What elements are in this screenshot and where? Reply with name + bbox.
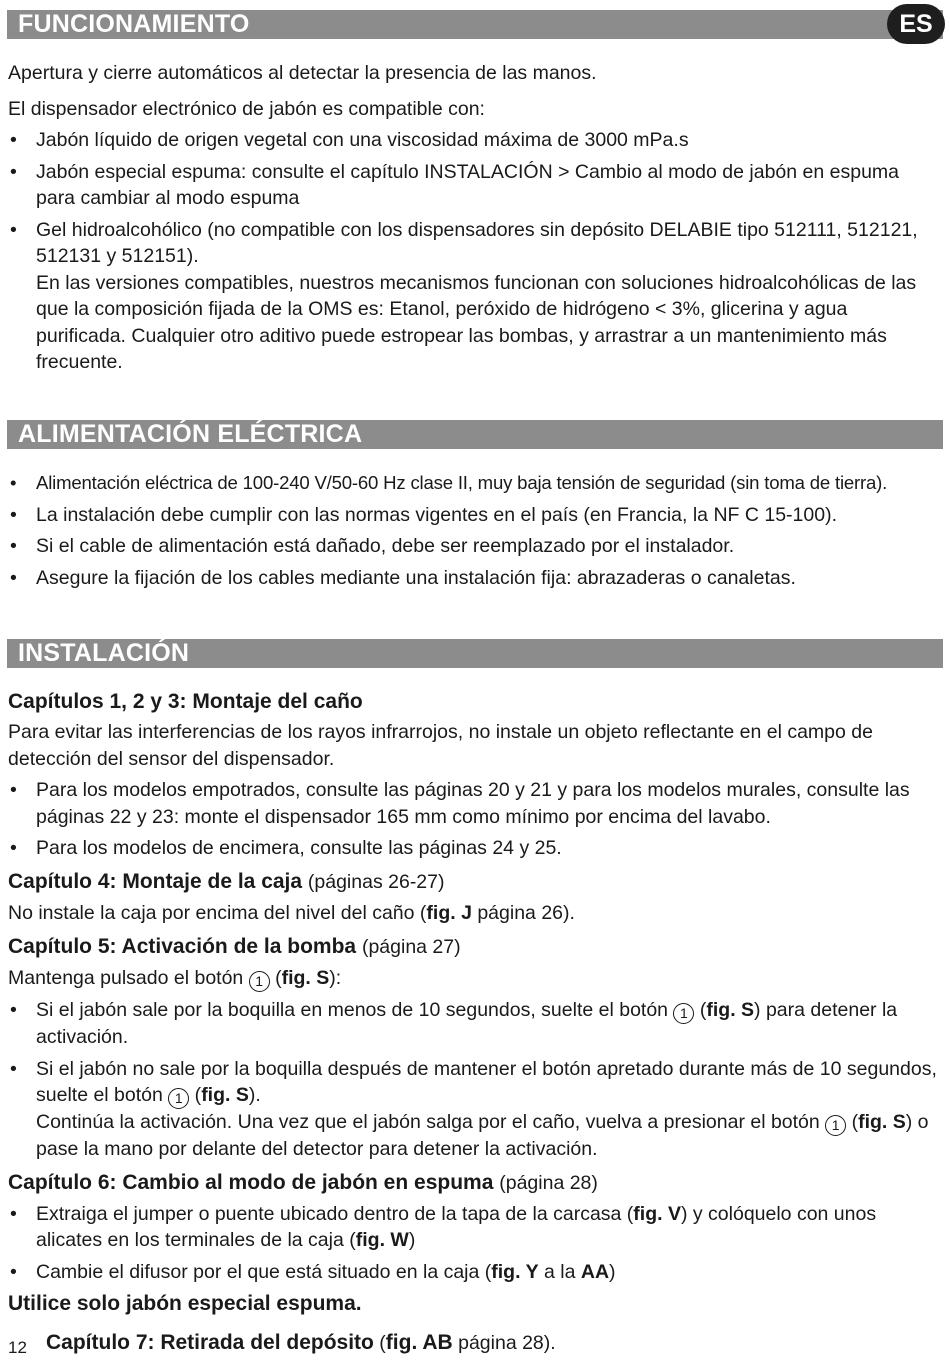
bold-note: Utilice solo jabón especial espuma. [8,1292,362,1315]
instalacion-content [8,688,942,1321]
section-heading-alimentacion: ALIMENTACIÓN ELÉCTRICA [7,420,943,449]
paragraph: Mantenga pulsado el botón 1 (fig. S): [8,965,942,992]
list-item-continuation: En las versiones compatibles, nuestros mecanismos funcionan con soluciones hidroalcohólicas de las que la composición fijada de la OMS es: Etanol, peróxido de hidrógeno < 3%, glicerina y agua purificada. Cualquier otro aditivo puede estropear las bombas, y arrastrar a un mantenimiento más frecuente. [36,271,917,373]
list-item: • Asegure la fijación de los cables mediante una instalación fija: abrazaderas o canaletas. [8,565,942,592]
list-item [8,1056,942,1163]
text: Extraiga el jumper o puente ubicado dentro de la tapa de la carcasa ( [36,1202,634,1225]
chapter-pages: (página 27) [361,936,461,958]
text: Cambie el difusor por el que está situado en la caja ( [36,1260,492,1283]
list-item: • Jabón líquido de origen vegetal con una viscosidad máxima de 3000 mPa.s [8,127,942,154]
list-item: • Jabón especial espuma: consulte el capítulo INSTALACIÓN > Cambio al modo de jabón en espuma para cambiar al modo espuma [8,159,942,212]
alimentacion-content [8,470,942,596]
figure-reference: fig. J [426,901,472,924]
button-number-icon: 1 [249,971,270,992]
figure-reference: fig. Y [491,1260,539,1283]
page-footer [8,1329,556,1361]
paragraph [8,900,942,927]
text: ) o pase la mano por delante del detector para detener la activación. [36,1111,929,1160]
chapter-title: Capítulo 6: Cambio al modo de jabón en espuma [8,1170,494,1194]
text: ): [329,967,342,989]
text: ) [609,1260,616,1283]
chapter-heading [8,1169,942,1197]
list-item: • Alimentación eléctrica de 100-240 V/50-60 Hz clase II, muy baja tensión de seguridad (sin toma de tierra). [8,470,942,497]
text: ( [373,1332,386,1354]
text: ). [248,1084,261,1106]
text: página 28). [452,1332,556,1354]
list-item: • Si el cable de alimentación está dañado, debe ser reemplazado por el instalador. [8,533,942,560]
figure-reference: fig. S [706,999,755,1021]
list-item [8,1201,942,1254]
chapter-title: Capítulo 5: Activación de la bomba [8,935,357,958]
text: a la [538,1260,581,1283]
list-item: • Para los modelos empotrados, consulte las páginas 20 y 21 y para los modelos murales, consulte las páginas 22 y 23: monte el dispensador 165 mm como mínimo por encima del lavabo. [8,777,942,830]
figure-reference: AA [580,1260,610,1283]
list-item: • La instalación debe cumplir con las normas vigentes en el país (en Francia, la NF C 15-100). [8,502,942,529]
list-item: • Para los modelos de encimera, consulte las páginas 24 y 25. [8,835,942,862]
chapter-heading [8,933,942,961]
list-item-continuation: Continúa la activación. Una vez que el jabón salga por el caño, vuelva a presionar el botón 1 (fig. S) o pase la mano por delante del detector para detener la activación. [36,1111,929,1160]
text: ) para detener la activación. [36,999,898,1048]
figure-reference: fig. S [201,1084,249,1106]
chapter-title: Capítulo 4: Montaje de la caja [8,869,303,893]
figure-reference: fig. S [281,967,330,989]
list-item: • Si el jabón sale por la boquilla en menos de 10 segundos, suelte el botón 1 (fig. S) para detener la activación. [8,997,942,1051]
button-number-icon: 1 [168,1088,189,1109]
figure-reference: fig. V [633,1202,681,1225]
text: ) [408,1229,416,1251]
language-badge: ES [887,4,945,44]
section-heading-funcionamiento: FUNCIONAMIENTO [7,10,943,39]
text: No instale la caja por encima del nivel del caño ( [8,901,427,924]
chapter-heading: Capítulos 1, 2 y 3: Montaje del caño [8,690,363,713]
button-number-icon: 1 [673,1003,694,1024]
text: Si el jabón sale por la boquilla en menos de 10 segundos, suelte el botón [36,999,674,1021]
text: Mantenga pulsado el botón [8,967,249,989]
chapter-pages: (páginas 26-27) [307,870,445,893]
paragraph: El dispensador electrónico de jabón es compatible con: [8,97,485,120]
chapter-heading [8,868,942,896]
figure-reference: fig. S [858,1111,906,1133]
text: página 26). [471,901,575,924]
figure-reference: fig. AB [385,1331,453,1354]
list-item-text: • Gel hidroalcohólico (no compatible con los dispensadores sin depósito DELABIE tipo 512111, 512121, 512131 y 512151). [36,218,918,267]
funcionamiento-content [8,60,942,381]
text: Si el jabón no sale por la boquilla después de mantener el botón apretado durante más de 10 segundos, suelte el botón [36,1057,937,1106]
button-number-icon: 1 [825,1115,846,1136]
paragraph: Apertura y cierre automáticos al detectar la presencia de las manos. [8,62,597,84]
list-item [8,217,942,376]
text: Continúa la activación. Una vez que el jabón salga por el caño, vuelva a presionar el botón [36,1111,826,1133]
list-item [8,1259,942,1286]
paragraph: Para evitar las interferencias de los rayos infrarrojos, no instale un objeto reflectante en el campo de detección del sensor del dispensador. [8,721,873,770]
page-number: 12 [8,1338,27,1357]
chapter-pages: (página 28) [499,1171,598,1194]
section-heading-instalacion: INSTALACIÓN [7,639,943,668]
text: ) y colóquelo con unos alicates en los terminales de la caja ( [36,1202,877,1251]
chapter-title: Capítulo 7: Retirada del depósito [46,1331,374,1354]
figure-reference: fig. W [355,1229,409,1251]
list-item-text: • Si el jabón no sale por la boquilla después de mantener el botón apretado durante más de 10 segundos, suelte el botón 1 (fig. S). [36,1056,942,1110]
